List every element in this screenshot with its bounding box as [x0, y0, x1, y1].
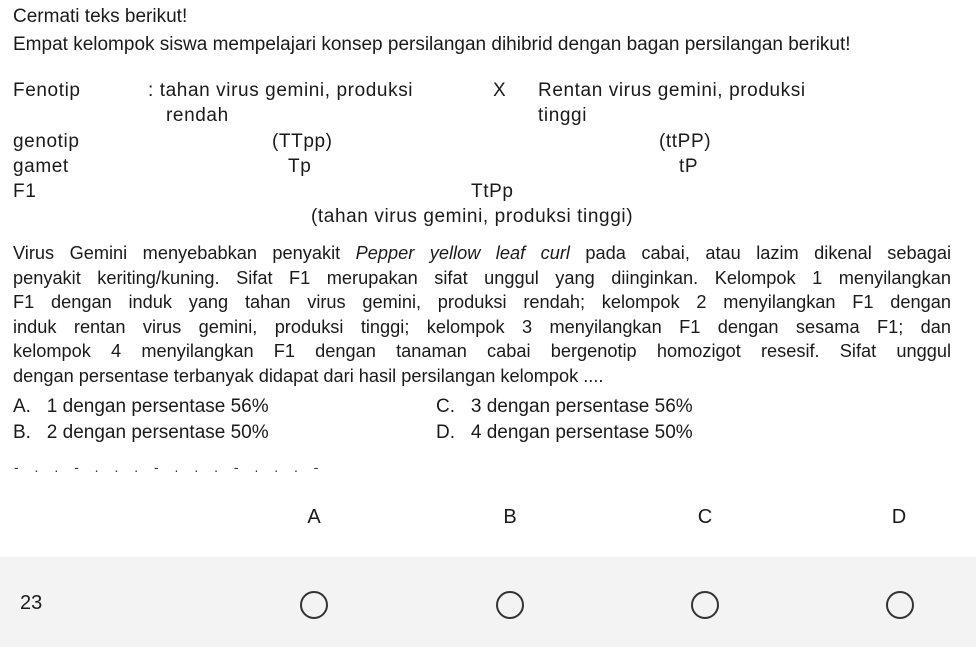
option-c: C. 3 dengan persentase 56% — [436, 396, 693, 417]
instruction: Cermati teks berikut! — [13, 6, 188, 27]
paragraph-line: Virus Gemini menyebabkan penyakit Pepper yellow leaf curl pada cabai, atau lazim dikenal sebagai — [13, 243, 951, 263]
paragraph-line: kelompok 4 menyilangkan F1 dengan tanaman cabai bergenotip homozigot resesif. Sifat unggul — [13, 341, 951, 362]
f1-genotype: TtPp — [471, 181, 514, 202]
f1-phenotype: (tahan virus gemini, produksi tinggi) — [311, 206, 634, 227]
paragraph-line: F1 dengan induk yang tahan virus gemini, produksi rendah; kelompok 2 menyilangkan F1 dengan — [13, 292, 951, 313]
parent2-phenotype-line2: tinggi — [538, 105, 588, 126]
radio-option-c[interactable] — [691, 591, 719, 619]
grid-header-c: C — [697, 506, 713, 528]
question-number: 23 — [20, 592, 43, 614]
parent1-genotype: (TTpp) — [272, 131, 333, 152]
grid-header-d: D — [891, 506, 907, 528]
option-a: A. 1 dengan persentase 56% — [13, 396, 269, 417]
parent2-gamete: tP — [679, 156, 699, 177]
disease-name: Pepper yellow leaf curl — [355, 243, 570, 263]
paragraph-line: induk rentan virus gemini, produksi tinggi; kelompok 3 menyilangkan F1 dengan sesama F1; dan — [13, 316, 951, 337]
question-paragraph — [13, 241, 951, 389]
gamet-label: gamet — [13, 156, 69, 177]
parent1-phenotype-line1: : tahan virus gemini, produksi — [148, 80, 414, 101]
fenotip-label: Fenotip — [13, 80, 81, 101]
radio-option-d[interactable] — [886, 591, 914, 619]
cropped-text-remnant: - . . - . . . - . . . - . . . - — [14, 459, 325, 475]
parent1-gamete: Tp — [288, 156, 312, 177]
paragraph-line: penyakit keriting/kuning. Sifat F1 merupakan sifat unggul yang diinginkan. Kelompok 1 menyilangkan — [13, 267, 951, 288]
parent2-genotype: (ttPP) — [659, 131, 712, 152]
parent2-phenotype-line1: Rentan virus gemini, produksi — [538, 80, 806, 101]
intro-text: Empat kelompok siswa mempelajari konsep persilangan dihibrid dengan bagan persilangan berikut! — [13, 34, 851, 55]
option-b: B. 2 dengan persentase 50% — [13, 422, 269, 443]
parent1-phenotype-line2: rendah — [166, 105, 229, 126]
radio-option-b[interactable] — [496, 591, 524, 619]
cross-symbol: X — [493, 80, 507, 101]
f1-label: F1 — [13, 181, 37, 202]
question-row — [0, 557, 976, 647]
grid-header-a: A — [307, 506, 321, 528]
genotip-label: genotip — [13, 131, 80, 152]
paragraph-line: dengan persentase terbanyak didapat dari hasil persilangan kelompok .... — [13, 365, 604, 386]
option-d: D. 4 dengan persentase 50% — [436, 422, 693, 443]
grid-header-b: B — [503, 506, 517, 528]
radio-option-a[interactable] — [300, 591, 328, 619]
